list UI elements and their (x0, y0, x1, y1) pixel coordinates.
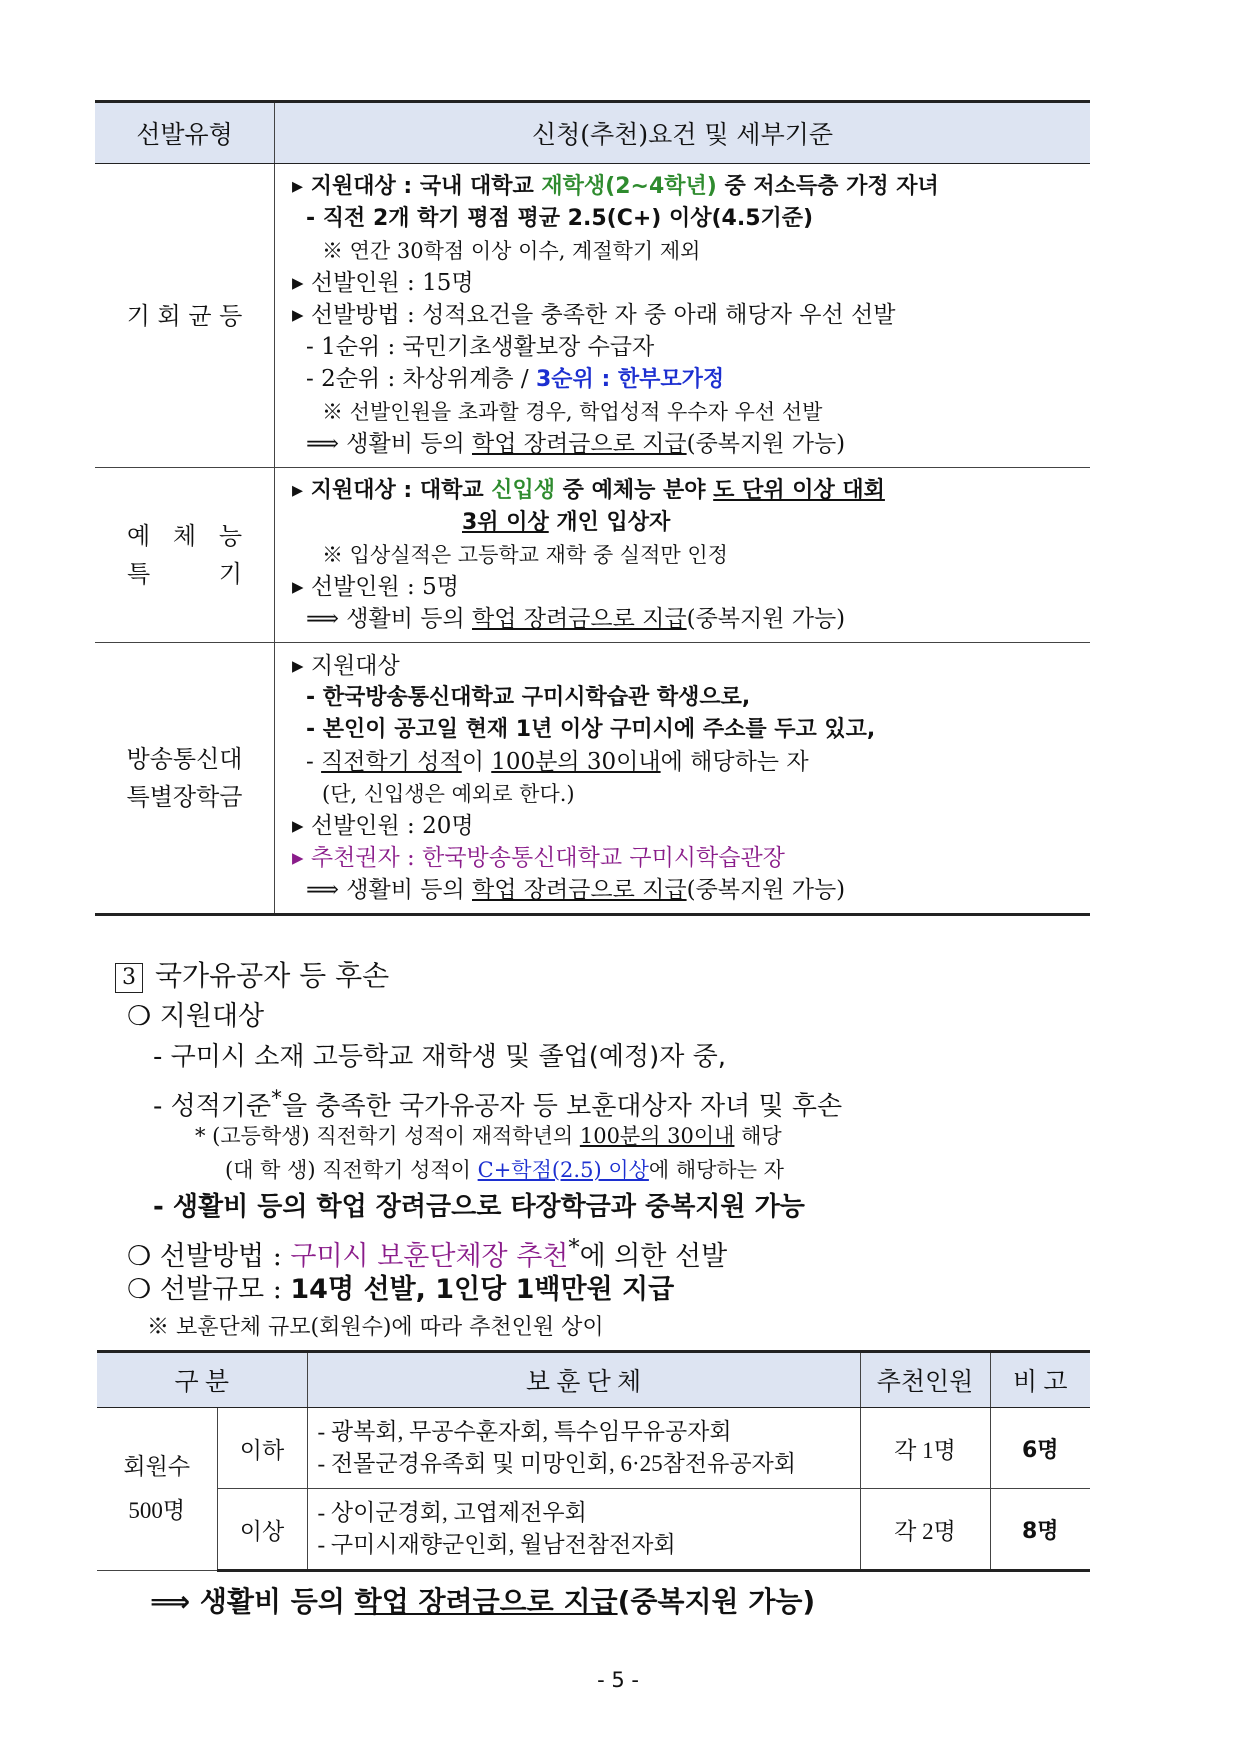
criteria-line: ⟹ 생활비 등의 학업 장려금으로 지급(중복지원 가능) (306, 431, 846, 457)
section-number: 3 (115, 963, 143, 993)
type-label: 방송통신대 (126, 745, 243, 773)
target-line: - 성적기준*을 충족한 국가유공자 등 보훈대상자 자녀 및 후손 (153, 1086, 843, 1122)
count-cell: 각 2명 (860, 1489, 990, 1571)
criteria-line: (단, 신입생은 예외로 한다.) (322, 782, 575, 806)
table-header-row (97, 1352, 1090, 1408)
note-cell: 8명 (990, 1489, 1090, 1571)
criteria-line: - 1순위 : 국민기초생활보장 수급자 (306, 334, 655, 360)
type-label: 예 체 능 (127, 522, 242, 550)
criteria-line: ▸ 지원대상 (292, 653, 400, 679)
criteria-line: - 2순위 : 차상위계층 / 3순위 : 한부모가정 (306, 366, 725, 392)
criteria-line: ⟹ 생활비 등의 학업 장려금으로 지급(중복지원 가능) (306, 877, 846, 903)
header-org: 보 훈 단 체 (307, 1352, 860, 1408)
criteria-line: ▸ 지원대상 : 대학교 신입생 중 예체능 분야 도 단위 이상 대회 (292, 478, 885, 503)
table-row (95, 468, 1090, 643)
sub-category: 이상 (217, 1489, 307, 1571)
org-cell: - 광복회, 무공수훈자회, 특수임무유공자회 - 전몰군경유족회 및 미망인회, 6·25참전유공자회 (307, 1408, 860, 1489)
target-line: - 구미시 소재 고등학교 재학생 및 졸업(예정)자 중, (153, 1042, 726, 1072)
type-cell (95, 164, 275, 468)
criteria-line: ▸ 지원대상 : 국내 대학교 재학생(2~4학년) 중 저소득층 가정 자녀 (292, 174, 939, 199)
target-line: - 생활비 등의 학업 장려금으로 타장학금과 중복지원 가능 (153, 1192, 805, 1222)
footnote-line: * (고등학생) 직전학기 성적이 재적학년의 100분의 30이내 해당 (195, 1124, 782, 1148)
method-line: ❍ 선발방법 : 구미시 보훈단체장 추천*에 의한 선발 (127, 1235, 728, 1272)
section-title: 3 국가유공자 등 후손 (115, 955, 1115, 996)
type-label: 특별장학금 (126, 783, 243, 811)
scholarship-criteria-table (95, 100, 1090, 916)
type-cell (95, 468, 275, 643)
criteria-line: - 직전 2개 학기 평점 평균 2.5(C+) 이상(4.5기준) (306, 206, 814, 231)
final-note: ⟹ 생활비 등의 학업 장려금으로 지급(중복지원 가능) (150, 1585, 816, 1618)
member-group-cell: 회원수 500명 (97, 1408, 217, 1571)
org-cell: - 상이군경회, 고엽제전우회 - 구미시재향군인회, 월남전참전자회 (307, 1489, 860, 1571)
type-label: 특 기 (127, 560, 242, 588)
footnote-line: (대 학 생) 직전학기 성적이 C+학점(2.5) 이상에 해당하는 자 (225, 1158, 784, 1182)
criteria-line: - 한국방송통신대학교 구미시학습관 학생으로, (306, 685, 751, 710)
criteria-line: ※ 입상실적은 고등학교 재학 중 실적만 인정 (322, 543, 728, 567)
table-header-row (95, 102, 1090, 164)
note-line: ※ 보훈단체 규모(회원수)에 따라 추천인원 상이 (147, 1315, 604, 1340)
type-cell (95, 643, 275, 915)
criteria-line: ▸ 추천권자 : 한국방송통신대학교 구미시학습관장 (292, 845, 785, 871)
criteria-line: - 직전학기 성적이 100분의 30이내에 해당하는 자 (306, 749, 809, 775)
header-count: 추천인원 (860, 1352, 990, 1408)
table-row (95, 643, 1090, 915)
criteria-line: ⟹ 생활비 등의 학업 장려금으로 지급(중복지원 가능) (306, 606, 846, 632)
criteria-cell (275, 643, 1091, 915)
header-note: 비 고 (990, 1352, 1090, 1408)
criteria-line: 3위 이상 개인 입상자 (462, 510, 671, 535)
header-type: 선발유형 (95, 102, 275, 164)
note-cell: 6명 (990, 1408, 1090, 1489)
criteria-cell (275, 164, 1091, 468)
page-number: - 5 - (597, 1668, 639, 1692)
criteria-line: ▸ 선발인원 : 20명 (292, 813, 474, 839)
section-3 (115, 955, 1115, 1346)
table-row (97, 1489, 1090, 1571)
criteria-cell (275, 468, 1091, 643)
criteria-line: ※ 연간 30학점 이상 이수, 계절학기 제외 (322, 239, 701, 263)
table-row (97, 1408, 1090, 1489)
scale-line: ❍ 선발규모 : 14명 선발, 1인당 1백만원 지급 (127, 1274, 675, 1305)
criteria-line: ▸ 선발인원 : 15명 (292, 270, 474, 296)
veterans-org-table (97, 1350, 1090, 1572)
criteria-line: ※ 선발인원을 초과할 경우, 학업성적 우수자 우선 선발 (322, 400, 823, 424)
sub-category: 이하 (217, 1408, 307, 1489)
count-cell: 각 1명 (860, 1408, 990, 1489)
table-row (95, 164, 1090, 468)
header-category: 구 분 (97, 1352, 307, 1408)
criteria-line: ▸ 선발인원 : 5명 (292, 574, 459, 600)
target-label: ❍ 지원대상 (127, 1001, 265, 1032)
header-criteria: 신청(추천)요건 및 세부기준 (275, 102, 1091, 164)
type-label: 기 회 균 등 (126, 301, 243, 330)
criteria-line: - 본인이 공고일 현재 1년 이상 구미시에 주소를 두고 있고, (306, 717, 876, 742)
criteria-line: ▸ 선발방법 : 성적요건을 충족한 자 중 아래 해당자 우선 선발 (292, 302, 896, 328)
